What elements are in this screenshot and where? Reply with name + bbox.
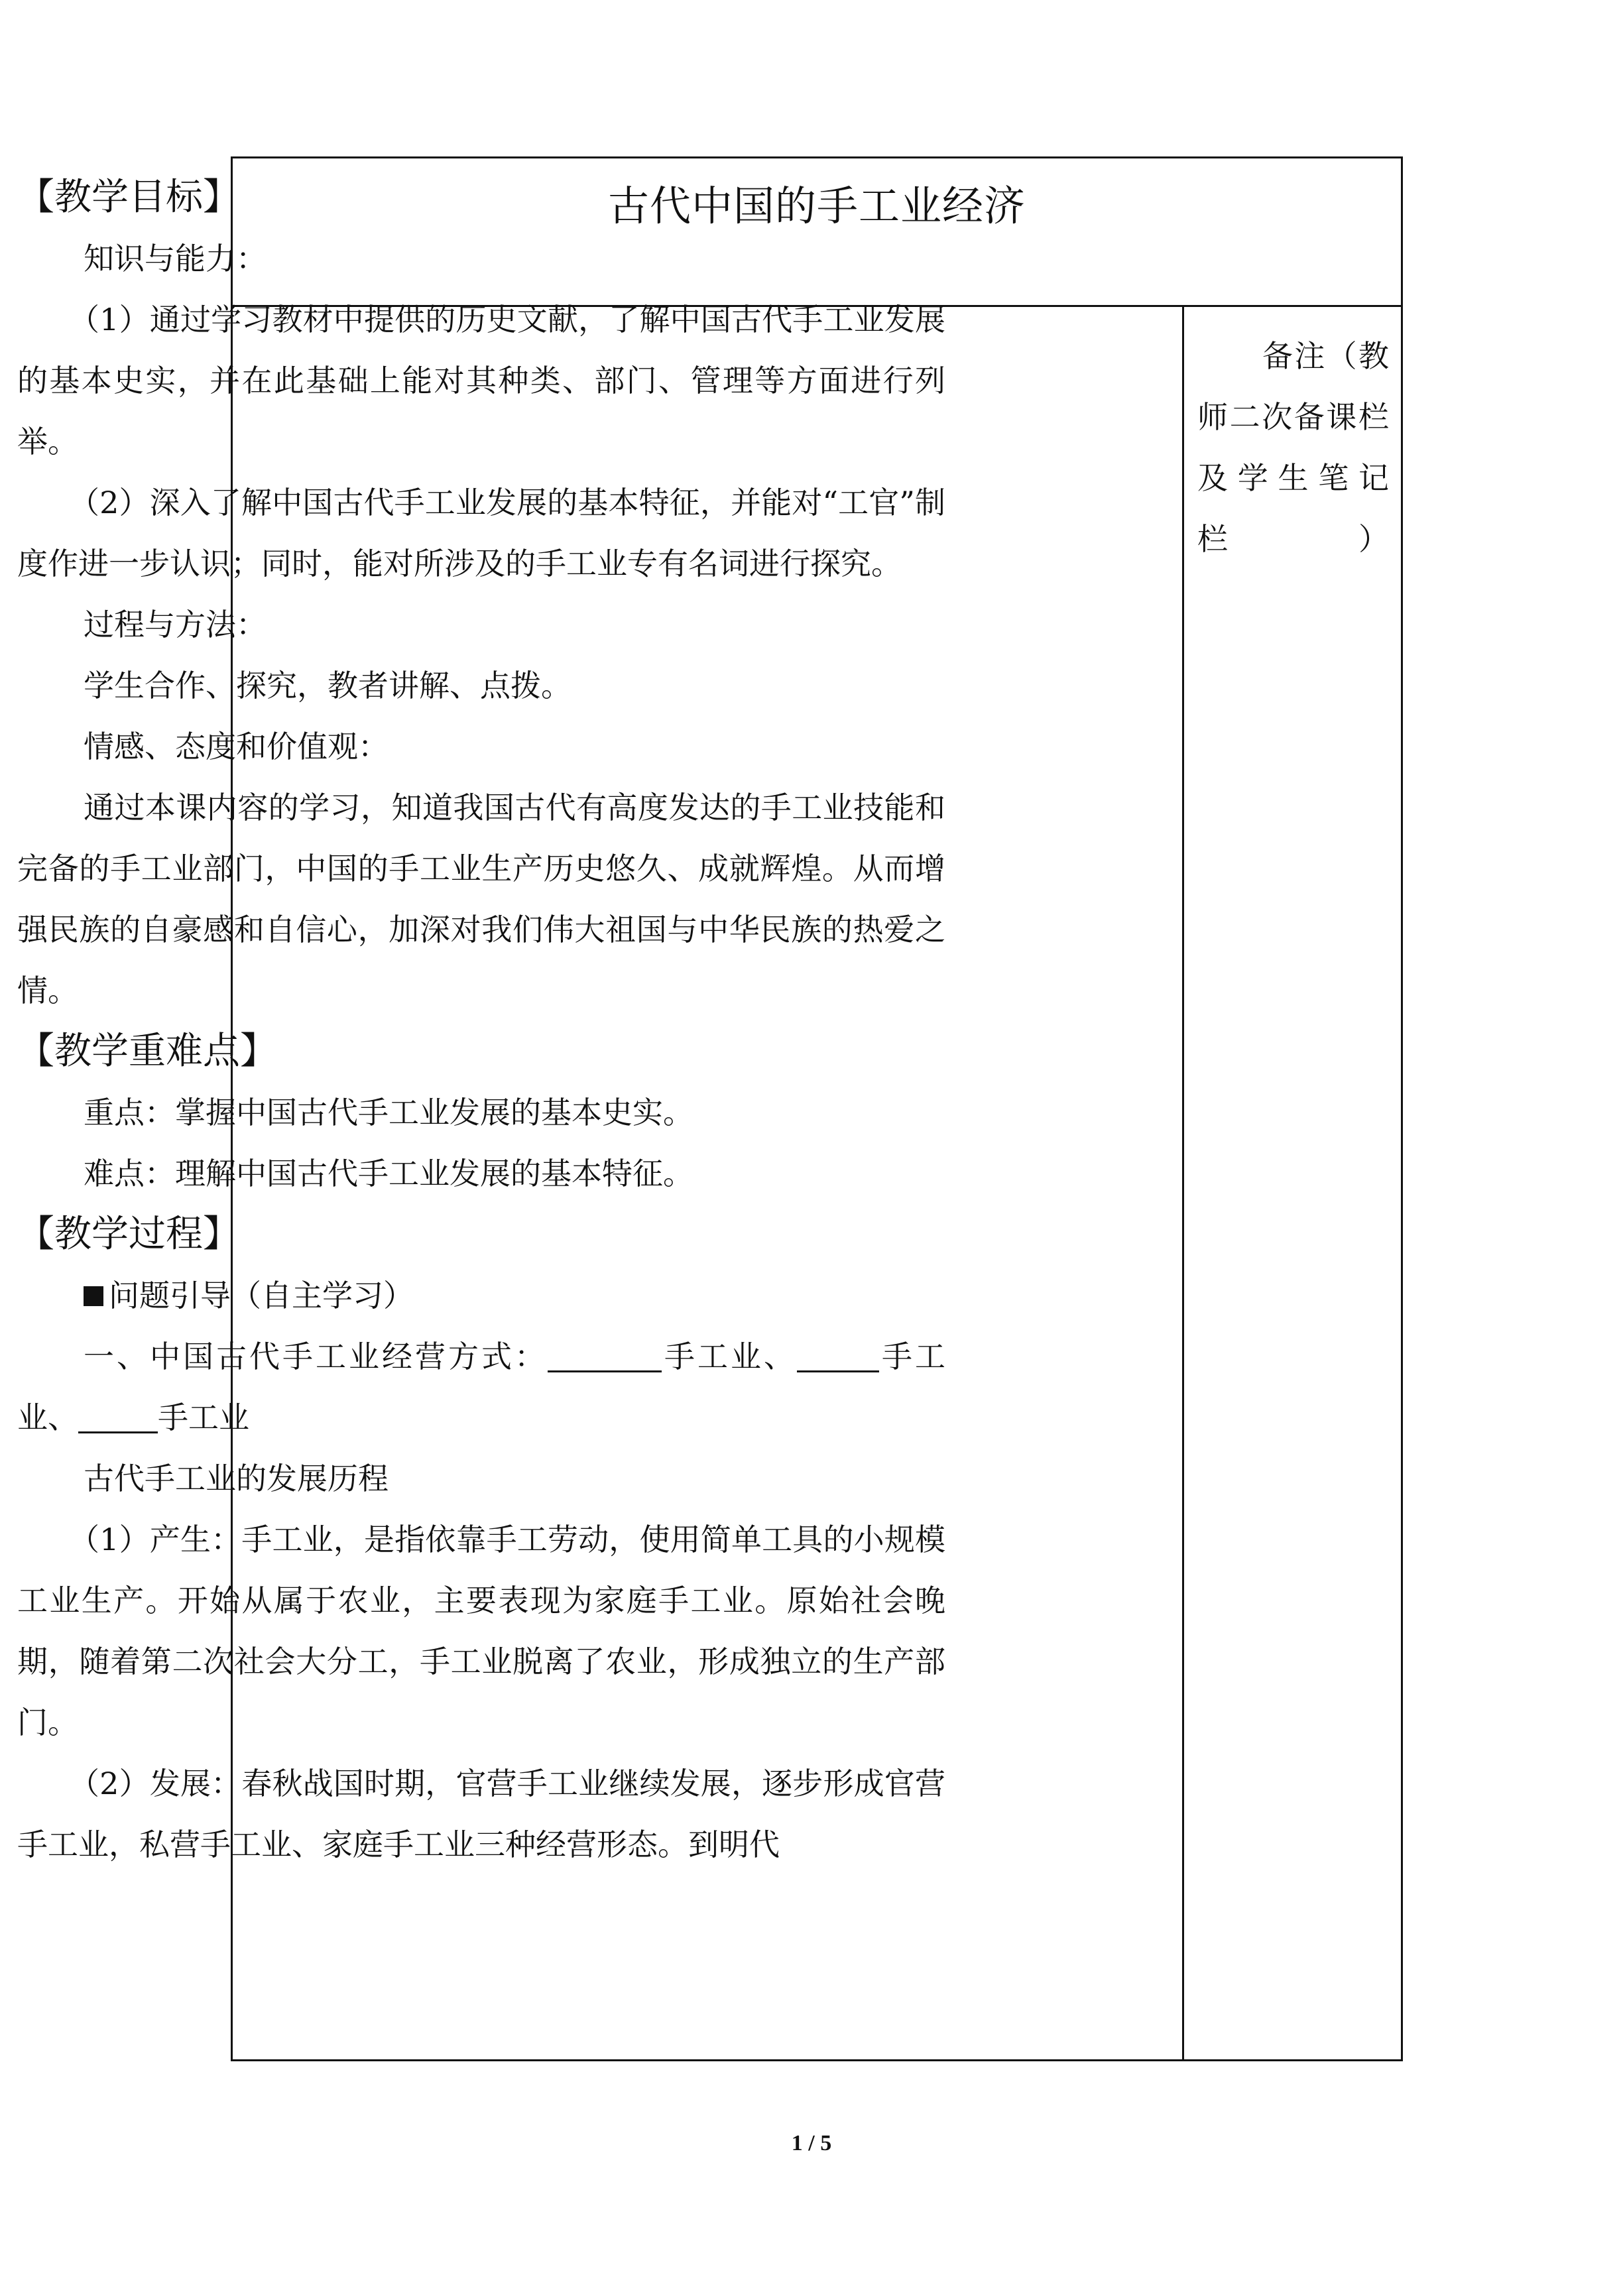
q1-prefix: 一、中国古代手工业经营方式：: [84, 1339, 548, 1374]
emotion-text: 通过本课内容的学习，知道我国古代有高度发达的手工业技能和完备的手工业部门，中国的手工业生产历史悠久、成就辉煌。从而增强民族的自豪感和自信心，加深对我们伟大祖国与中华民族的热爱之情。: [17, 790, 945, 1008]
guide-text: 问题引导（自主学习）: [109, 1278, 414, 1313]
main-content: [17, 167, 945, 1875]
square-bullet-icon: [84, 1286, 103, 1306]
objective-2: （2）深入了解中国古代手工业发展的基本特征，并能对“工官”制度作进一步认识；同时，能对所涉及的手工业专有名词进行探究。: [17, 485, 945, 581]
objectives-heading: 【教学目标】: [17, 176, 240, 219]
page-title: 古代中国的手工业经济: [607, 182, 1026, 230]
difficult-point: 难点：理解中国古代手工业发展的基本特征。: [84, 1156, 693, 1191]
q1-mid1: 手工业、: [662, 1339, 797, 1374]
keypoints-heading: 【教学重难点】: [17, 1030, 277, 1073]
fill-blank-3[interactable]: [78, 1396, 158, 1433]
page-number: 1 / 5: [791, 2131, 832, 2155]
objective-1: （1）通过学习教材中提供的历史文献，了解中国古代手工业发展的基本史实，并在此基础上能对其种类、部门、管理等方面进行列举。: [17, 302, 945, 459]
q1-mid2: 手工业、: [17, 1339, 945, 1435]
guide-line: [17, 1265, 945, 1326]
process-heading: 【教学过程】: [17, 1213, 240, 1256]
history-p2: （2）发展：春秋战国时期，官营手工业继续发展，逐步形成官营手工业，私营手工业、家庭手工业三种经营形态。到明代: [17, 1766, 945, 1862]
notes-column: [1182, 307, 1401, 2059]
process-label: 过程与方法：: [84, 607, 267, 642]
fill-blank-2[interactable]: [797, 1335, 879, 1372]
history-p1: （1）产生：手工业，是指依靠手工劳动，使用简单工具的小规模工业生产。开始从属于农业，主要表现为家庭手工业。原始社会晚期，随着第二次社会大分工，手工业脱离了农业，形成独立的生产部门。: [17, 1522, 945, 1740]
history-title: 古代手工业的发展历程: [84, 1461, 389, 1496]
notes-header: 备注（教师二次备课栏及学生笔记栏）: [1197, 338, 1389, 557]
knowledge-label: 知识与能力：: [84, 241, 267, 276]
fill-blank-1[interactable]: [548, 1335, 662, 1372]
q1-suffix: 手工业: [158, 1400, 249, 1435]
emotion-label: 情感、态度和价值观：: [84, 729, 389, 764]
process-text: 学生合作、探究，教者讲解、点拨。: [84, 668, 571, 703]
question-1: [17, 1326, 945, 1448]
key-point: 重点：掌握中国古代手工业发展的基本史实。: [84, 1095, 693, 1130]
